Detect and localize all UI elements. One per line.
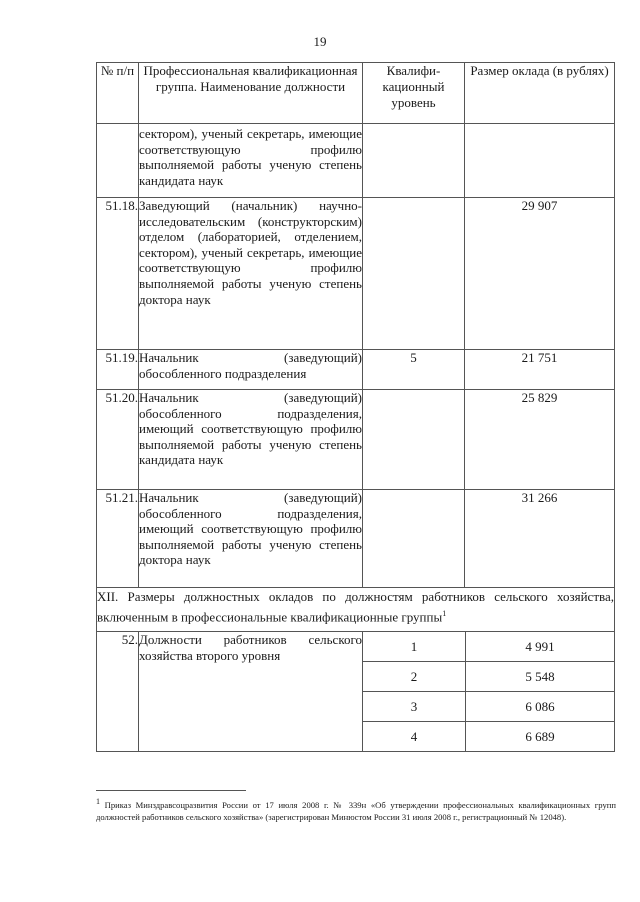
row-level bbox=[363, 198, 465, 350]
level-value: 3 bbox=[363, 692, 466, 722]
header-level: Квалифи-кационный уровень bbox=[363, 63, 465, 124]
row-num: 51.19. bbox=[97, 350, 139, 390]
row-num: 51.20. bbox=[97, 390, 139, 490]
header-salary: Размер оклада (в рублях) bbox=[465, 63, 615, 124]
header-num: № п/п bbox=[97, 63, 139, 124]
table-row bbox=[97, 350, 615, 390]
table-row bbox=[97, 632, 615, 752]
table-header-row bbox=[97, 63, 615, 124]
row-name: Заведующий (начальник) научно-исследовательским (конструкторским) отделом (лабораторией, отделением, сектором), ученый секретарь, имеющие соответствующую профилю выполняемой работы ученую степень доктора наук bbox=[139, 198, 363, 350]
section-row bbox=[97, 588, 615, 632]
row-name: Начальник (заведующий) обособленного подразделения bbox=[139, 350, 363, 390]
row-salary bbox=[465, 124, 615, 198]
row-level bbox=[363, 124, 465, 198]
salary-table bbox=[96, 62, 615, 752]
table-row bbox=[97, 198, 615, 350]
row-num bbox=[97, 124, 139, 198]
row-num: 51.21. bbox=[97, 490, 139, 588]
row-salary: 29 907 bbox=[465, 198, 615, 350]
row-salary: 25 829 bbox=[465, 390, 615, 490]
page-number: 19 bbox=[313, 34, 327, 49]
salary-value: 6 689 bbox=[525, 728, 555, 744]
level-value: 2 bbox=[363, 662, 466, 692]
level-row bbox=[363, 662, 614, 692]
table-row bbox=[97, 124, 615, 198]
row-salary: 21 751 bbox=[465, 350, 615, 390]
row-num: 52. bbox=[97, 632, 139, 752]
footnote bbox=[96, 796, 616, 823]
header-name: Профессиональная квалификационная группа. Наименование должности bbox=[139, 63, 363, 124]
row-name: сектором), ученый секретарь, имеющие соответствующую профилю выполняемой работы ученую степень кандидата наук bbox=[139, 124, 363, 198]
footnote-mark: 1 bbox=[442, 609, 447, 618]
level-row bbox=[363, 692, 614, 722]
footnote-divider bbox=[96, 790, 246, 791]
row-level: 5 bbox=[363, 350, 465, 390]
level-value: 1 bbox=[363, 632, 466, 662]
salary-value: 5 548 bbox=[466, 662, 615, 692]
table-row bbox=[97, 390, 615, 490]
section-title-cell bbox=[97, 588, 615, 632]
footnote-number: 1 bbox=[96, 797, 100, 806]
row-num: 51.18. bbox=[97, 198, 139, 350]
row-name: Начальник (заведующий) обособленного подразделения, имеющий соответствующую профилю выполняемой работы ученую степень доктора наук bbox=[139, 490, 363, 588]
row-name: Начальник (заведующий) обособленного подразделения, имеющий соответствующую профилю выполняемой работы ученую степень кандидата наук bbox=[139, 390, 363, 490]
salary-value: 4 991 bbox=[466, 632, 615, 662]
section-title: XII. Размеры должностных окладов по должностям работников сельского хозяйства, включенным в профессиональные квалификационные группы bbox=[97, 589, 614, 625]
row-salary: 31 266 bbox=[465, 490, 615, 588]
table-row bbox=[97, 490, 615, 588]
level-row bbox=[363, 632, 614, 662]
footnote-text: Приказ Минздравсоцразвития России от 17 июля 2008 г. № 339н «Об утверждении профессиональных квалификационных групп должностей работников сельского хозяйства» (зарегистрирован Минюстом России 31 июля 2008 г., регистрационный № 12048). bbox=[96, 799, 616, 822]
level-row bbox=[363, 722, 614, 752]
level-value: 4 bbox=[363, 722, 466, 752]
row-name: Должности работников сельского хозяйства второго уровня bbox=[139, 632, 363, 752]
row-level bbox=[363, 490, 465, 588]
salary-value: 6 086 bbox=[466, 692, 615, 722]
row-level bbox=[363, 390, 465, 490]
level-salary-subtable bbox=[363, 632, 614, 751]
level-salary-cell bbox=[363, 632, 615, 752]
